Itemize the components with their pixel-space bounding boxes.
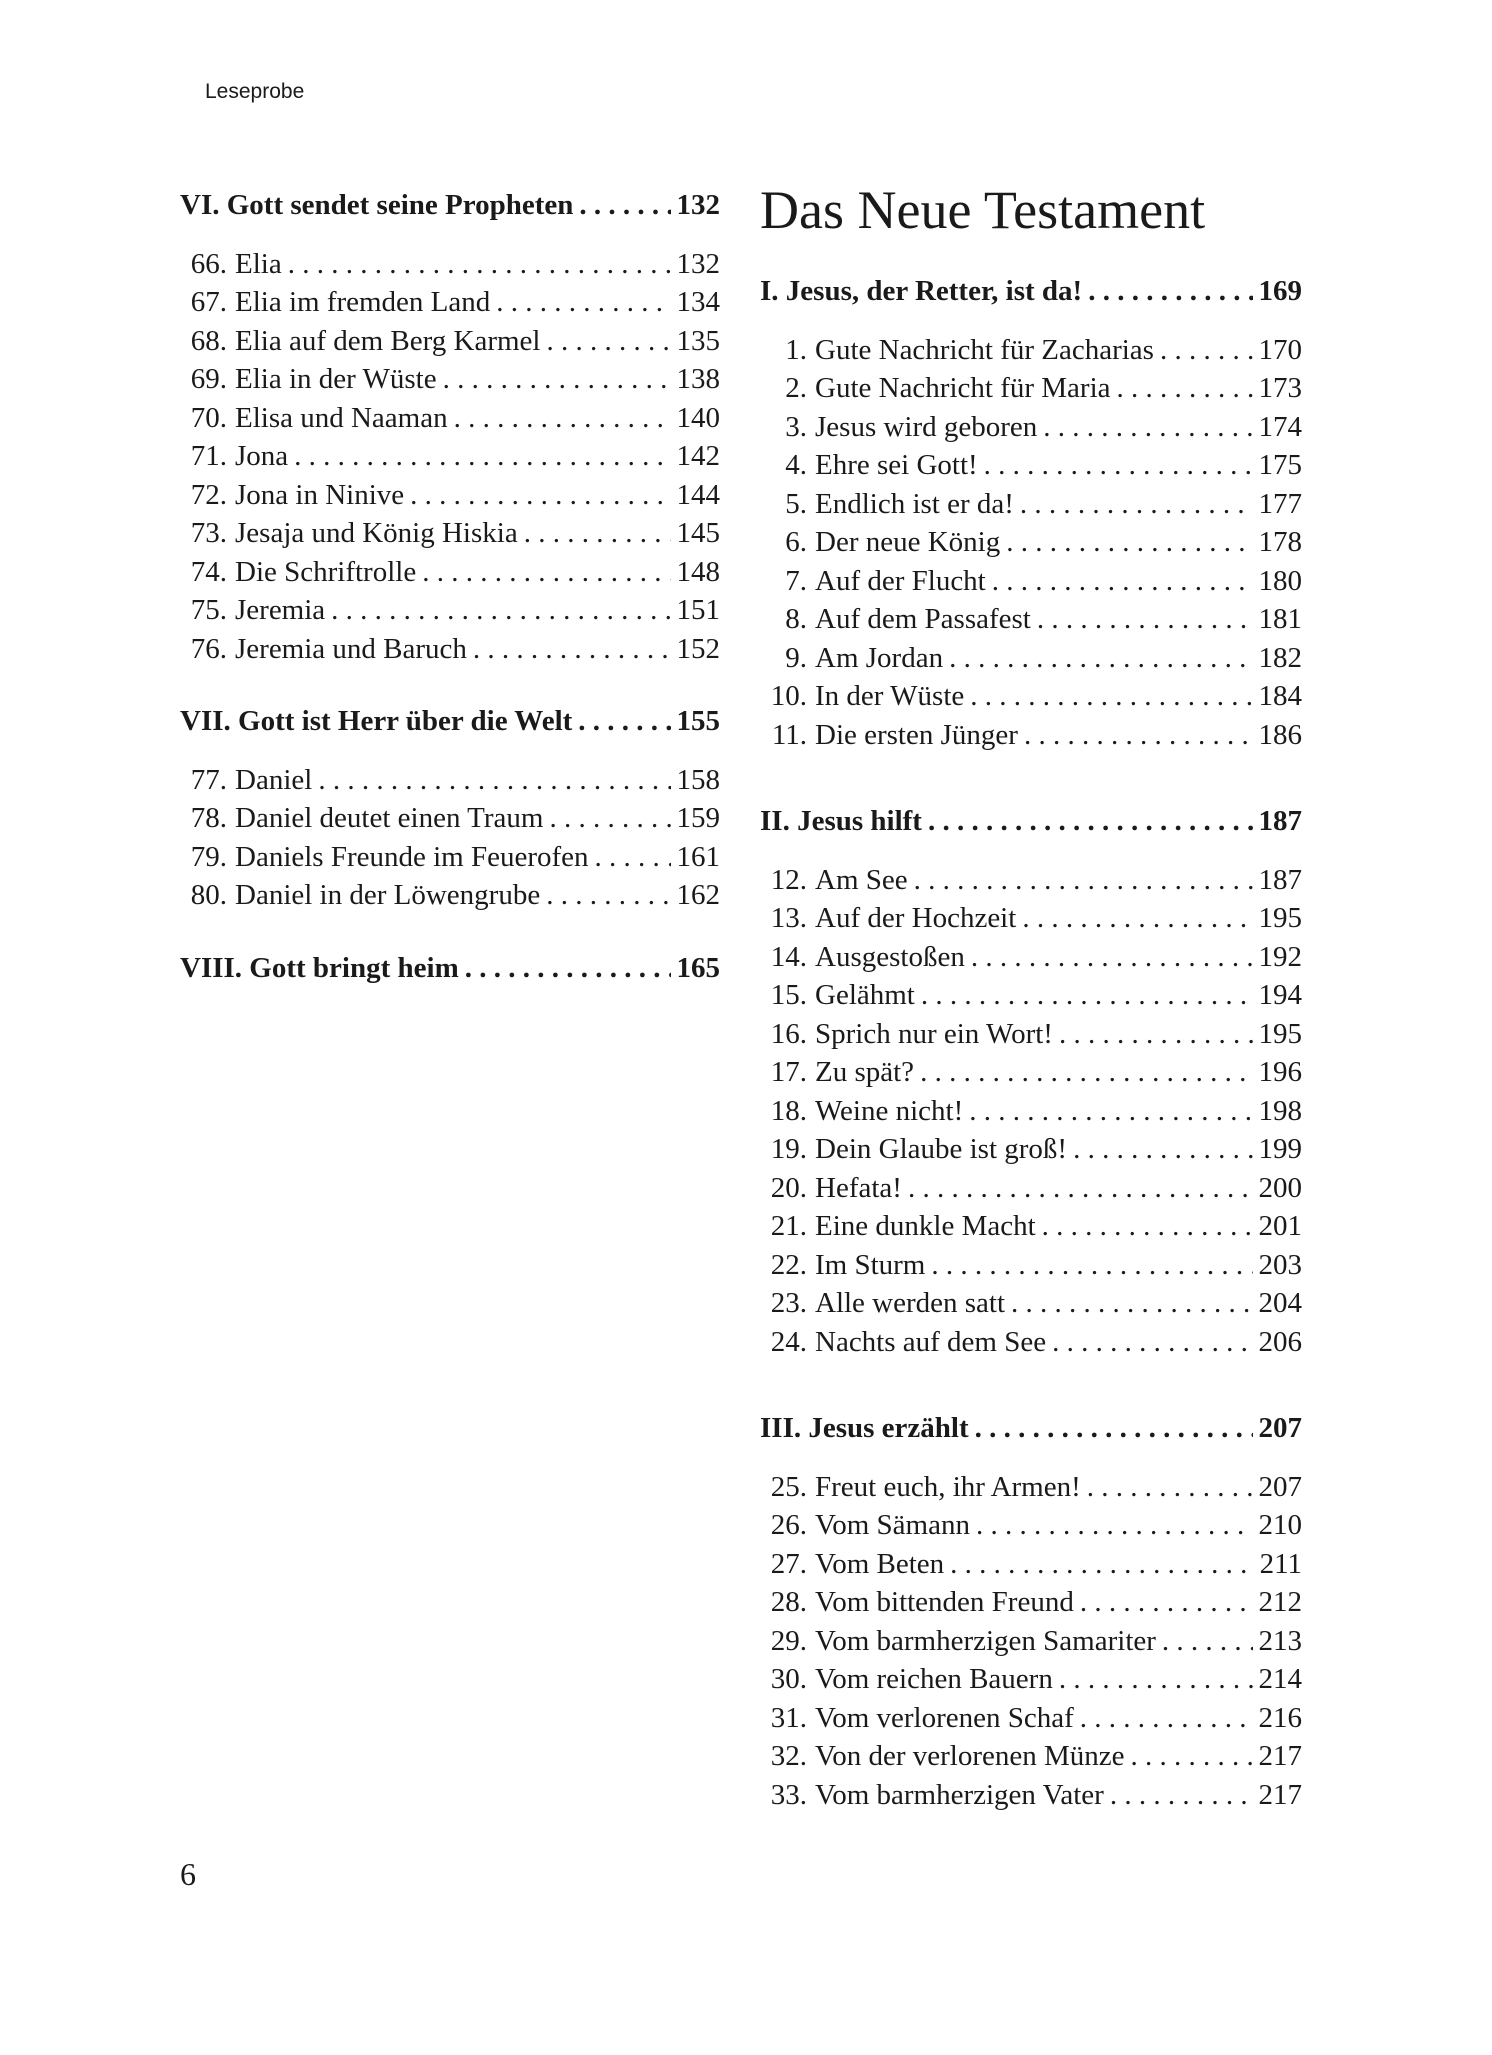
toc-entry[interactable] xyxy=(760,523,1302,562)
entry-page: 200 xyxy=(1258,1171,1302,1204)
toc-entry[interactable] xyxy=(760,369,1302,408)
entry-title: Auf dem Passafest xyxy=(815,603,1031,635)
leader-dots xyxy=(546,322,670,361)
entry-page: 140 xyxy=(676,401,720,434)
toc-entry[interactable] xyxy=(760,938,1302,977)
leader-dots xyxy=(1043,408,1252,447)
entry-page: 192 xyxy=(1258,940,1302,973)
entry-page: 203 xyxy=(1258,1248,1302,1281)
entry-title: Weine nicht! xyxy=(815,1094,964,1127)
entry-title: Auf der Flucht xyxy=(815,564,986,597)
section-gap xyxy=(180,915,720,949)
page-number: 6 xyxy=(180,1856,196,1892)
entry-number: 80. xyxy=(190,879,227,911)
section-spacer xyxy=(760,1448,1302,1468)
toc-entry[interactable] xyxy=(760,861,1302,900)
entry-title: Daniels Freunde im Feuerofen xyxy=(235,840,589,873)
leader-dots xyxy=(1022,899,1252,938)
leader-dots xyxy=(1006,523,1252,562)
toc-entry[interactable] xyxy=(180,437,720,476)
entry-number: 30. xyxy=(770,1663,807,1695)
entry-number: 21. xyxy=(770,1210,807,1242)
entry-page: 161 xyxy=(676,840,720,873)
entry-number: 19. xyxy=(770,1133,807,1165)
entry-page: 174 xyxy=(1258,410,1302,443)
entry-page: 173 xyxy=(1258,372,1302,404)
entry-title: Freut euch, ihr Armen! xyxy=(815,1470,1081,1503)
leader-dots xyxy=(914,861,1253,900)
toc-entry[interactable] xyxy=(180,322,720,361)
new-testament-heading: Das Neue Testament xyxy=(760,180,1206,240)
leader-dots xyxy=(1020,485,1253,524)
entry-number: 32. xyxy=(770,1740,807,1772)
entry-title: Jesaja und König Hiskia xyxy=(235,517,518,549)
leader-dots xyxy=(1059,1015,1253,1054)
toc-entry[interactable] xyxy=(180,476,720,515)
toc-entry[interactable] xyxy=(760,1737,1302,1776)
leader-dots xyxy=(288,245,671,284)
entry-page: 142 xyxy=(676,440,720,472)
entry-title: Alle werden satt xyxy=(815,1287,1006,1319)
entry-page: 180 xyxy=(1258,564,1302,597)
leader-dots xyxy=(473,630,671,669)
running-header: Leseprobe xyxy=(205,80,305,103)
entry-number: 13. xyxy=(770,902,807,934)
entry-title: Vom reichen Bauern xyxy=(815,1663,1053,1695)
entry-page: 207 xyxy=(1258,1470,1302,1503)
entry-number: 1. xyxy=(785,333,807,366)
entry-title: Nachts auf dem See xyxy=(815,1325,1047,1358)
toc-entry[interactable] xyxy=(760,677,1302,716)
entry-title: Vom Beten xyxy=(815,1547,945,1580)
entry-number: 33. xyxy=(770,1778,807,1811)
leader-dots xyxy=(1011,1284,1252,1323)
leader-dots xyxy=(1042,1207,1253,1246)
toc-entry[interactable] xyxy=(760,1246,1302,1285)
entry-page: 217 xyxy=(1258,1740,1302,1772)
leader-dots xyxy=(422,553,670,592)
entry-number: 27. xyxy=(770,1547,807,1580)
toc-entry[interactable] xyxy=(760,976,1302,1015)
leader-dots xyxy=(1117,369,1253,408)
entry-title: Im Sturm xyxy=(815,1248,926,1281)
toc-entry[interactable] xyxy=(760,485,1302,524)
entry-number: 2. xyxy=(785,372,807,404)
toc-entry[interactable] xyxy=(760,1207,1302,1246)
section-title: VII. Gott ist Herr über die Welt xyxy=(180,705,573,737)
toc-entry[interactable] xyxy=(760,600,1302,639)
section-spacer xyxy=(760,311,1302,331)
leader-dots xyxy=(908,1169,1253,1208)
section-spacer xyxy=(760,841,1302,861)
leader-dots xyxy=(454,399,671,438)
entry-number: 73. xyxy=(190,517,227,549)
toc-entry[interactable] xyxy=(180,360,720,399)
leader-dots xyxy=(976,1506,1253,1545)
entry-number: 68. xyxy=(190,324,227,357)
entry-title: Jesus wird geboren xyxy=(815,410,1038,443)
entry-title: Elia auf dem Berg Karmel xyxy=(235,324,541,357)
entry-number: 10. xyxy=(770,680,807,712)
entry-number: 17. xyxy=(770,1056,807,1088)
toc-entry[interactable] xyxy=(760,1468,1302,1507)
toc-entry[interactable] xyxy=(180,245,720,284)
leader-dots xyxy=(950,1545,1253,1584)
toc-entry[interactable] xyxy=(180,514,720,553)
entry-page: 158 xyxy=(676,763,720,796)
entry-number: 77. xyxy=(190,763,227,796)
leader-dots xyxy=(1131,1737,1253,1776)
entry-number: 7. xyxy=(785,564,807,597)
entry-number: 16. xyxy=(770,1017,807,1050)
toc-entry[interactable] xyxy=(180,553,720,592)
toc-entry[interactable] xyxy=(760,1053,1302,1092)
entry-title: Sprich nur ein Wort! xyxy=(815,1017,1053,1050)
toc-entry[interactable] xyxy=(760,1506,1302,1545)
entry-title: Die Schriftrolle xyxy=(235,555,417,588)
toc-right-sections xyxy=(760,272,1302,1814)
entry-page: 212 xyxy=(1258,1586,1302,1618)
section-page: 132 xyxy=(676,189,720,221)
entry-number: 78. xyxy=(190,802,227,834)
leader-dots xyxy=(969,1092,1252,1131)
leader-dots xyxy=(1160,331,1253,370)
toc-entry[interactable] xyxy=(760,1169,1302,1208)
section-spacer xyxy=(180,225,720,245)
entry-number: 72. xyxy=(190,478,227,511)
toc-entry[interactable] xyxy=(760,1284,1302,1323)
entry-page: 181 xyxy=(1258,603,1302,635)
section-title: I. Jesus, der Retter, ist da! xyxy=(760,275,1083,307)
leader-dots xyxy=(546,876,670,915)
entry-title: Der neue König xyxy=(815,526,1001,558)
entry-page: 162 xyxy=(676,879,720,911)
leader-dots xyxy=(578,702,670,741)
entry-number: 6. xyxy=(785,526,807,558)
toc-section-entry[interactable] xyxy=(180,949,720,988)
entry-number: 9. xyxy=(785,641,807,674)
toc-entry[interactable] xyxy=(760,408,1302,447)
toc-section-entry[interactable] xyxy=(180,186,720,225)
entry-page: 213 xyxy=(1258,1624,1302,1657)
toc-entry[interactable] xyxy=(180,761,720,800)
section-gap xyxy=(760,1361,1302,1409)
section-page: 169 xyxy=(1258,275,1302,307)
toc-entry[interactable] xyxy=(180,591,720,630)
entry-page: 194 xyxy=(1258,979,1302,1011)
entry-number: 79. xyxy=(190,840,227,873)
entry-number: 3. xyxy=(785,410,807,443)
entry-page: 216 xyxy=(1258,1701,1302,1734)
leader-dots xyxy=(579,186,670,225)
toc-entry[interactable] xyxy=(760,1015,1302,1054)
toc-entry[interactable] xyxy=(760,716,1302,755)
entry-page: 217 xyxy=(1258,1778,1302,1811)
entry-page: 145 xyxy=(676,517,720,549)
entry-number: 20. xyxy=(770,1171,807,1204)
leader-dots xyxy=(410,476,670,515)
leader-dots xyxy=(928,802,1253,841)
toc-entry[interactable] xyxy=(180,876,720,915)
entry-title: Eine dunkle Macht xyxy=(815,1210,1036,1242)
entry-page: 152 xyxy=(676,632,720,665)
leader-dots xyxy=(496,283,670,322)
entry-number: 23. xyxy=(770,1287,807,1319)
leader-dots xyxy=(1052,1323,1252,1362)
entry-number: 11. xyxy=(771,718,807,751)
entry-title: Elia im fremden Land xyxy=(235,286,491,318)
section-gap xyxy=(760,754,1302,802)
toc-entry[interactable] xyxy=(760,639,1302,678)
section-page: 187 xyxy=(1258,805,1302,837)
entry-page: 177 xyxy=(1258,487,1302,520)
leader-dots xyxy=(992,562,1253,601)
entry-title: Vom barmherzigen Samariter xyxy=(815,1624,1156,1657)
entry-page: 195 xyxy=(1258,1017,1302,1050)
entry-title: Gute Nachricht für Maria xyxy=(815,372,1111,404)
entry-page: 199 xyxy=(1258,1133,1302,1165)
leader-dots xyxy=(920,1053,1252,1092)
entry-page: 196 xyxy=(1258,1056,1302,1088)
entry-title: Zu spät? xyxy=(815,1056,915,1088)
entry-title: In der Wüste xyxy=(815,680,965,712)
section-title: VI. Gott sendet seine Propheten xyxy=(180,189,574,221)
entry-title: Elia xyxy=(235,247,282,280)
entry-title: Elisa und Naaman xyxy=(235,401,448,434)
section-title: III. Jesus erzählt xyxy=(760,1412,969,1444)
entry-page: 148 xyxy=(676,555,720,588)
leader-dots xyxy=(549,799,670,838)
entry-title: Jeremia xyxy=(235,594,326,626)
leader-dots xyxy=(1087,1468,1253,1507)
leader-dots xyxy=(971,938,1253,977)
entry-title: Gelähmt xyxy=(815,979,915,1011)
entry-page: 138 xyxy=(676,363,720,395)
entry-number: 28. xyxy=(770,1586,807,1618)
entry-page: 144 xyxy=(676,478,720,511)
leader-dots xyxy=(294,437,670,476)
entry-number: 74. xyxy=(190,555,227,588)
entry-title: Auf der Hochzeit xyxy=(815,902,1017,934)
leader-dots xyxy=(1162,1622,1253,1661)
toc-entry[interactable] xyxy=(760,331,1302,370)
leader-dots xyxy=(949,639,1252,678)
entry-title: Daniel deutet einen Traum xyxy=(235,802,544,834)
toc-entry[interactable] xyxy=(760,446,1302,485)
entry-page: 201 xyxy=(1258,1210,1302,1242)
entry-page: 151 xyxy=(676,594,720,626)
leader-dots xyxy=(970,677,1252,716)
toc-entry[interactable] xyxy=(760,1323,1302,1362)
entry-number: 66. xyxy=(190,247,227,280)
entry-page: 195 xyxy=(1258,902,1302,934)
toc-left-column xyxy=(180,186,720,987)
entry-title: Ehre sei Gott! xyxy=(815,449,978,481)
entry-title: Ausgestoßen xyxy=(815,940,965,973)
entry-page: 206 xyxy=(1258,1325,1302,1358)
leader-dots xyxy=(1110,1776,1253,1815)
entry-page: 182 xyxy=(1258,641,1302,674)
entry-number: 31. xyxy=(770,1701,807,1734)
leader-dots xyxy=(443,360,671,399)
entry-title: Von der verlorenen Münze xyxy=(815,1740,1125,1772)
entry-number: 4. xyxy=(785,449,807,481)
leader-dots xyxy=(318,761,670,800)
entry-number: 26. xyxy=(770,1509,807,1541)
entry-number: 8. xyxy=(785,603,807,635)
leader-dots xyxy=(331,591,670,630)
entry-title: Vom Sämann xyxy=(815,1509,970,1541)
toc-entry[interactable] xyxy=(180,799,720,838)
toc-section-entry[interactable] xyxy=(760,802,1302,841)
entry-page: 187 xyxy=(1258,863,1302,896)
toc-entry[interactable] xyxy=(760,1092,1302,1131)
entry-title: Dein Glaube ist groß! xyxy=(815,1133,1068,1165)
leader-dots xyxy=(1080,1583,1253,1622)
entry-page: 170 xyxy=(1258,333,1302,366)
leader-dots xyxy=(524,514,671,553)
leader-dots xyxy=(1059,1660,1253,1699)
entry-title: Hefata! xyxy=(815,1171,902,1204)
entry-number: 67. xyxy=(190,286,227,318)
entry-title: Elia in der Wüste xyxy=(235,363,437,395)
entry-title: Daniel xyxy=(235,763,313,796)
entry-page: 135 xyxy=(676,324,720,357)
toc-entry[interactable] xyxy=(180,283,720,322)
leader-dots xyxy=(1073,1130,1252,1169)
entry-number: 15. xyxy=(770,979,807,1011)
toc-entry[interactable] xyxy=(180,399,720,438)
entry-page: 178 xyxy=(1258,526,1302,558)
entry-title: Am Jordan xyxy=(815,641,944,674)
entry-title: Daniel in der Löwengrube xyxy=(235,879,541,911)
entry-page: 184 xyxy=(1258,680,1302,712)
toc-right-column xyxy=(760,180,1302,1814)
entry-page: 186 xyxy=(1258,718,1302,751)
section-page: 165 xyxy=(676,951,720,984)
leader-dots xyxy=(1024,716,1253,755)
toc-entry[interactable] xyxy=(760,899,1302,938)
leader-dots xyxy=(595,838,671,877)
entry-number: 69. xyxy=(190,363,227,395)
toc-section-entry[interactable] xyxy=(760,272,1302,311)
toc-entry[interactable] xyxy=(760,1545,1302,1584)
entry-title: Gute Nachricht für Zacharias xyxy=(815,333,1154,366)
leader-dots xyxy=(921,976,1253,1015)
toc-entry[interactable] xyxy=(760,1622,1302,1661)
entry-title: Vom barmherzigen Vater xyxy=(815,1778,1104,1811)
leader-dots xyxy=(984,446,1253,485)
entry-page: 204 xyxy=(1258,1287,1302,1319)
leader-dots xyxy=(1080,1699,1253,1738)
entry-number: 14. xyxy=(770,940,807,973)
toc-entry[interactable] xyxy=(760,562,1302,601)
entry-page: 175 xyxy=(1258,449,1302,481)
entry-title: Die ersten Jünger xyxy=(815,718,1018,751)
entry-number: 75. xyxy=(190,594,227,626)
entry-number: 18. xyxy=(770,1094,807,1127)
entry-number: 25. xyxy=(770,1470,807,1503)
toc-entry[interactable] xyxy=(180,630,720,669)
entry-title: Am See xyxy=(815,863,908,896)
entry-number: 71. xyxy=(190,440,227,472)
entry-page: 210 xyxy=(1258,1509,1302,1541)
toc-entry[interactable] xyxy=(760,1776,1302,1815)
leader-dots xyxy=(931,1246,1252,1285)
entry-number: 29. xyxy=(770,1624,807,1657)
entry-page: 132 xyxy=(676,247,720,280)
section-spacer xyxy=(180,741,720,761)
entry-title: Vom bittenden Freund xyxy=(815,1586,1074,1618)
entry-number: 5. xyxy=(785,487,807,520)
entry-title: Endlich ist er da! xyxy=(815,487,1014,520)
entry-number: 22. xyxy=(770,1248,807,1281)
leader-dots xyxy=(1037,600,1253,639)
leader-dots xyxy=(465,949,671,988)
toc-entry[interactable] xyxy=(760,1660,1302,1699)
toc-entry[interactable] xyxy=(760,1699,1302,1738)
entry-title: Vom verlorenen Schaf xyxy=(815,1701,1074,1734)
toc-entry[interactable] xyxy=(180,838,720,877)
entry-title: Jeremia und Baruch xyxy=(235,632,467,665)
leader-dots xyxy=(1088,272,1252,311)
entry-number: 12. xyxy=(770,863,807,896)
entry-page: 159 xyxy=(676,802,720,834)
entry-number: 76. xyxy=(190,632,227,665)
toc-section-entry[interactable] xyxy=(760,1409,1302,1448)
entry-page: 134 xyxy=(676,286,720,318)
section-title: VIII. Gott bringt heim xyxy=(180,951,459,984)
section-title: II. Jesus hilft xyxy=(760,805,922,837)
section-page: 207 xyxy=(1258,1412,1302,1444)
entry-page: 214 xyxy=(1258,1663,1302,1695)
entry-number: 24. xyxy=(770,1325,807,1358)
entry-page: 211 xyxy=(1259,1547,1302,1580)
leader-dots xyxy=(975,1409,1253,1448)
entry-title: Jona xyxy=(235,440,289,472)
section-gap xyxy=(180,668,720,702)
section-page: 155 xyxy=(676,705,720,737)
toc-entry[interactable] xyxy=(760,1130,1302,1169)
entry-title: Jona in Ninive xyxy=(235,478,405,511)
toc-entry[interactable] xyxy=(760,1583,1302,1622)
toc-section-entry[interactable] xyxy=(180,702,720,741)
entry-page: 198 xyxy=(1258,1094,1302,1127)
entry-number: 70. xyxy=(190,401,227,434)
